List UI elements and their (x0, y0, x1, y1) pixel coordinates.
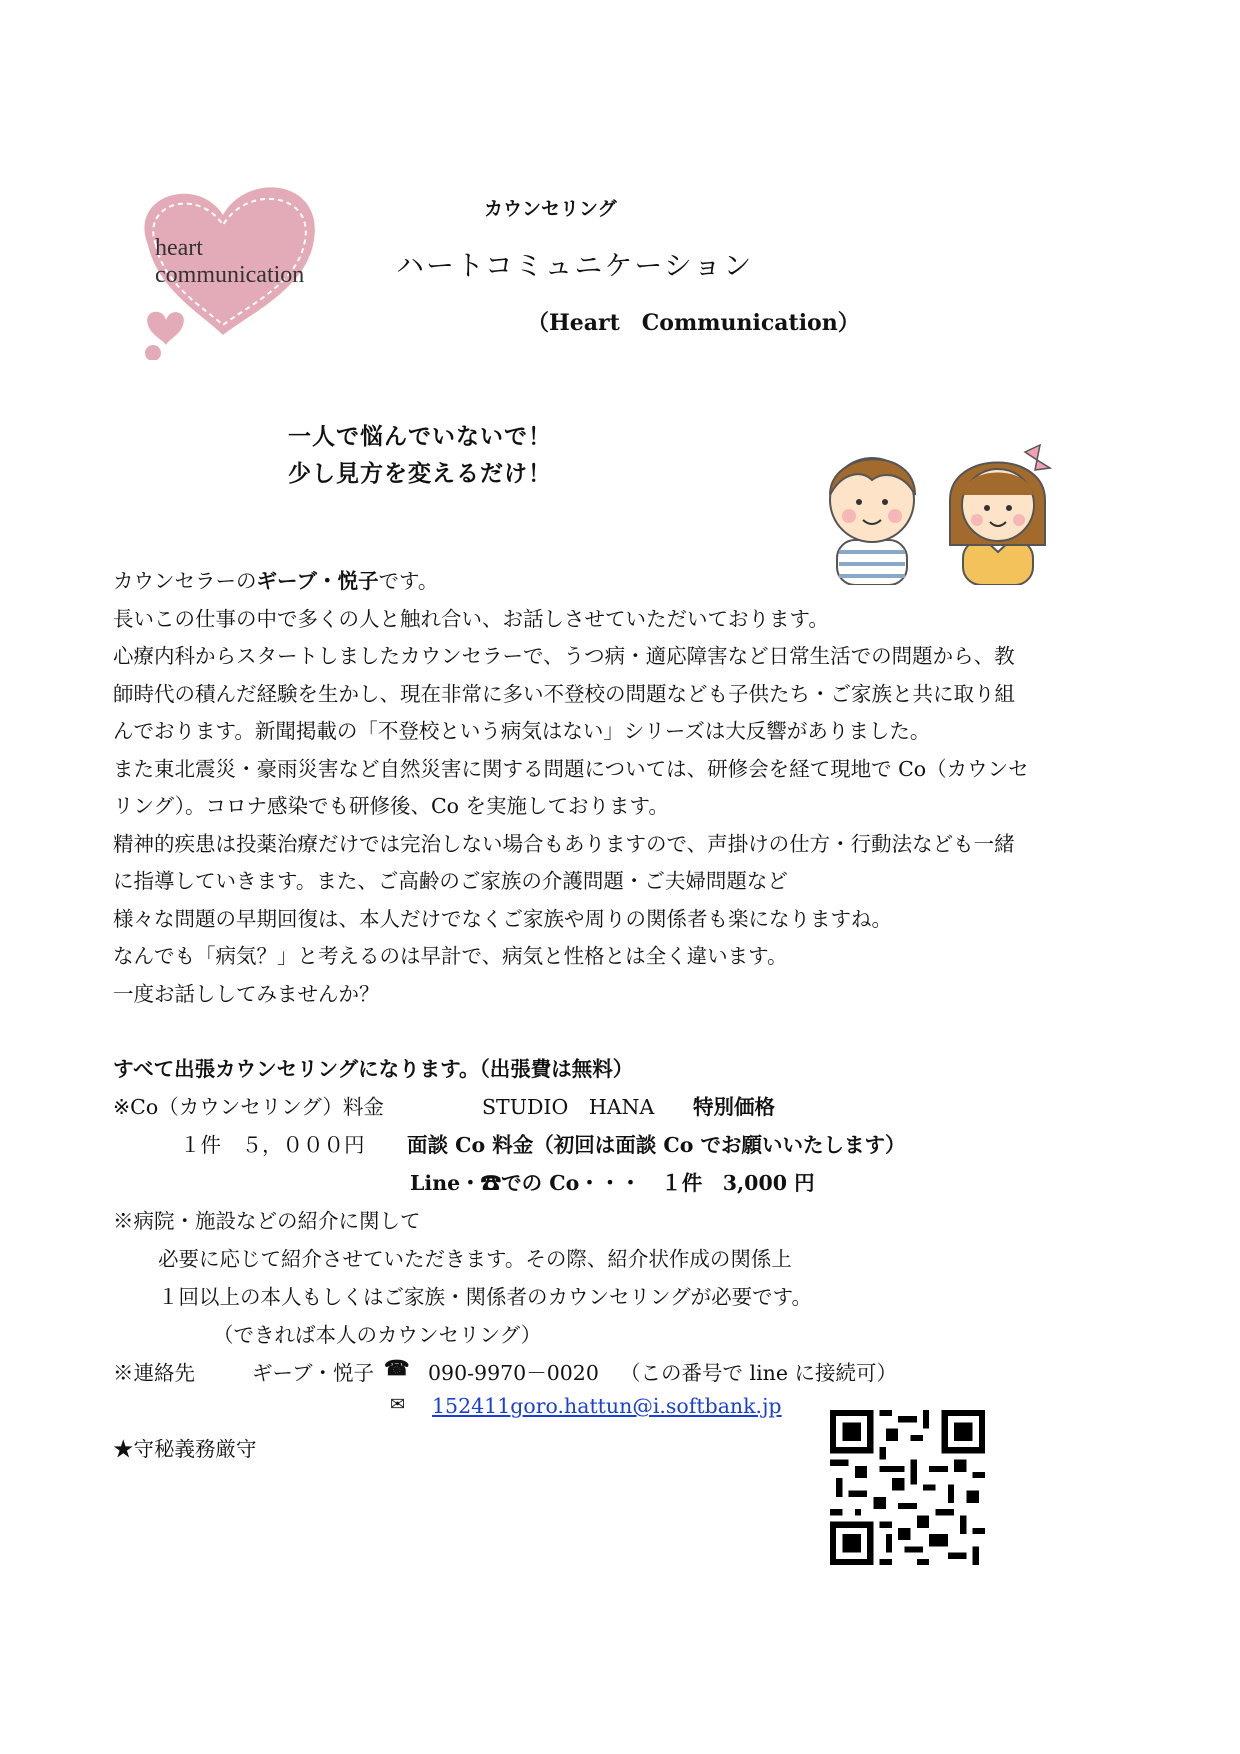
fee-price: １件 ５，０００円 (180, 1133, 365, 1157)
studio-name: STUDIO HANA (482, 1095, 655, 1119)
body-line: 長いこの仕事の中で多くの人と触れ合い、お話しさせていただいております。 (113, 606, 829, 631)
line-note: （この番号で line に接続可） (620, 1361, 897, 1385)
page-title: ハートコミュニケーション (396, 249, 754, 282)
intro-line (113, 563, 1133, 601)
body-line: リング）。コロナ感染でも研修後、Co を実施しております。 (113, 794, 669, 818)
contact-label: ※連絡先 (113, 1361, 195, 1385)
body-line: また東北震災・豪雨災害など自然災害に関する問題については、研修会を経て現地で Co（カウンセ (113, 756, 1029, 781)
contact-name: ギーブ・悦子 (252, 1361, 374, 1385)
service-heading: すべて出張カウンセリングになります。（出張費は無料） (113, 1057, 634, 1081)
referral-heading: ※病院・施設などの紹介に関して (113, 1209, 421, 1233)
referral-line-3: （できれば本人のカウンセリング） (213, 1323, 542, 1347)
body-line: 精神的疾患は投薬治療だけでは完治しない場合もありますので、声掛けの仕方・行動法なども一緒 (113, 831, 1015, 856)
tagline-line-2: 少し見方を変えるだけ！ (288, 460, 552, 487)
special-price: 特別価格 (693, 1095, 775, 1119)
logo-line-2: communication (155, 262, 305, 288)
body-line: 師時代の積んだ経験を生かし、現在非常に多い不登校の問題なども子供たち・ご家族と共に取り組 (113, 681, 1015, 706)
body-line: なんでも「病気？」と考えるのは早計で、病気と性格とは全く違います。 (113, 944, 788, 968)
email-link[interactable]: 152411goro.hattun@i.softbank.jp (432, 1394, 782, 1418)
mail-icon: ✉ (390, 1394, 406, 1415)
intro-prefix: カウンセラーの (113, 569, 257, 593)
body-line: 様々な問題の早期回復は、本人だけでなくご家族や周りの関係者も楽になりますね。 (113, 906, 892, 931)
phone-icon: ☎ (384, 1356, 410, 1380)
intro-suffix: です。 (378, 569, 439, 593)
logo-line-1: heart (155, 235, 203, 261)
body-text (113, 563, 1133, 1013)
counselor-name: ギーブ・悦子 (256, 569, 379, 593)
body-line: 一度お話ししてみませんか？ (113, 981, 380, 1006)
referral-line-1: 必要に応じて紹介させていただきます。その際、紹介状作成の関係上 (158, 1247, 792, 1271)
fee-description: 面談 Co 料金（初回は面談 Co でお願いいたします） (407, 1133, 906, 1157)
referral-line-2: １回以上の本人もしくはご家族・関係者のカウンセリングが必要です。 (158, 1285, 812, 1309)
qr-code[interactable] (830, 1410, 985, 1565)
body-line: に指導していきます。また、ご高齢のご家族の介護問題・ご夫婦問題など (113, 869, 788, 893)
logo-text (155, 235, 304, 289)
body-line: 心療内科からスタートしましたカウンセラーで、うつ病・適応障害など日常生活での問題から、教 (113, 644, 1015, 668)
subtitle: カウンセリング (484, 198, 617, 220)
fee-label: ※Co（カウンセリング）料金 (113, 1095, 384, 1119)
body-line: んでおります。新聞掲載の「不登校という病気はない」シリーズは大反響がありました。 (113, 719, 931, 743)
line-phone-fee: Line・☎での Co・・・ １件 3,000 円 (410, 1171, 815, 1195)
confidentiality-note: ★守秘義務厳守 (113, 1437, 257, 1461)
phone-number[interactable]: 090-9970－0020 (428, 1361, 599, 1385)
english-title: （Heart Communication） (527, 310, 860, 336)
tagline-line-1: 一人で悩んでいないで！ (288, 423, 552, 450)
